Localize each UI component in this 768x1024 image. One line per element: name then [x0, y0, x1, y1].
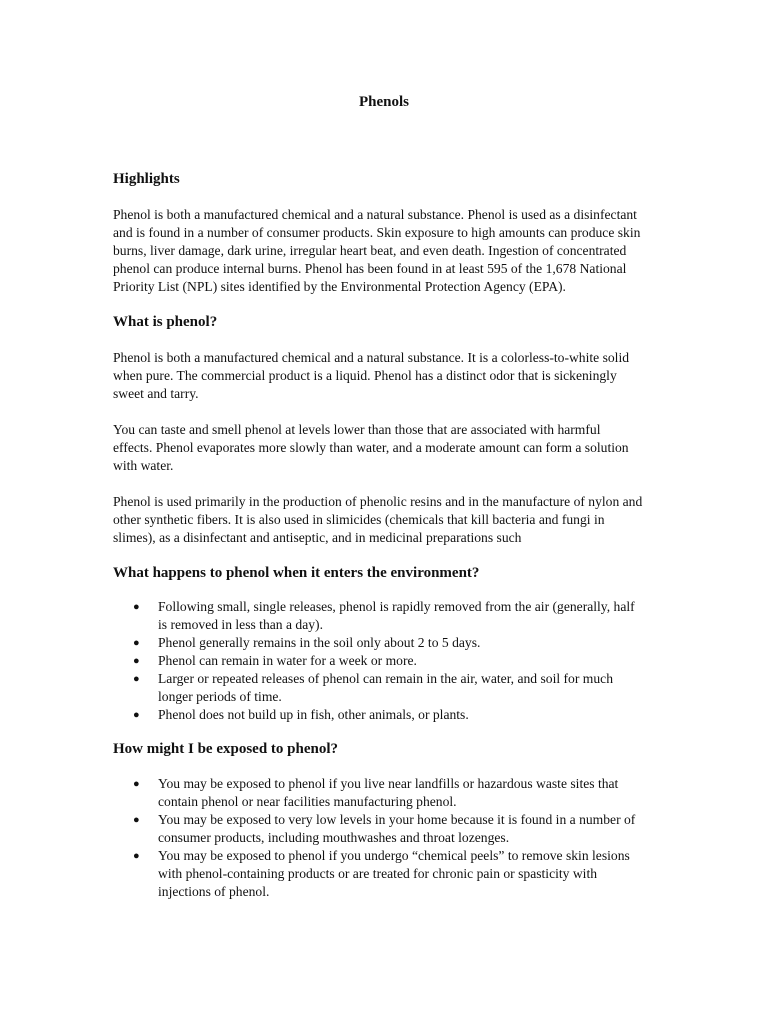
- list-item: [113, 652, 643, 670]
- list-item: [113, 706, 643, 724]
- list-item-text: You may be exposed to phenol if you live near landfills or hazardous waste sites that contain phenol or near facilities manufacturing phenol.: [158, 776, 619, 809]
- document-title: Phenols: [358, 94, 409, 110]
- heading-environment: What happens to phenol when it enters the environment?: [113, 565, 480, 581]
- list-item: [113, 634, 643, 652]
- list-item: [113, 670, 643, 706]
- list-item: [113, 811, 643, 847]
- list-item-text: You may be exposed to very low levels in your home because it is found in a number of consumer products, including mouthwashes and throat lozenges.: [158, 812, 636, 845]
- what-is-paragraph-2: You can taste and smell phenol at levels lower than those that are associated with harmful effects. Phenol evaporates more slowly than water, and a moderate amount can form a solution with water.: [113, 422, 629, 473]
- heading-exposure: How might I be exposed to phenol?: [113, 741, 339, 757]
- heading-what-is-phenol: What is phenol?: [113, 314, 218, 330]
- what-is-paragraph-3: Phenol is used primarily in the production of phenolic resins and in the manufacture of nylon and other synthetic fibers. It is also used in slimicides (chemicals that kill bacteria and fungi in slimes), as a disinfectant and antiseptic, and in medicinal preparations such: [113, 494, 643, 545]
- list-item-text: Following small, single releases, phenol is rapidly removed from the air (generally, half is removed in less than a day).: [158, 599, 635, 632]
- bullet-icon: ●: [133, 673, 140, 685]
- list-item-text: Phenol can remain in water for a week or more.: [158, 653, 417, 668]
- bullet-icon: ●: [133, 814, 140, 826]
- list-item-text: You may be exposed to phenol if you undergo “chemical peels” to remove skin lesions with phenol-containing products or are treated for chronic pain or spasticity with injections of phenol.: [158, 848, 630, 899]
- bullet-icon: ●: [133, 778, 140, 790]
- list-item: [113, 598, 643, 634]
- list-item-text: Phenol generally remains in the soil only about 2 to 5 days.: [158, 635, 481, 650]
- bullet-icon: ●: [133, 850, 140, 862]
- list-item-text: Larger or repeated releases of phenol can remain in the air, water, and soil for much longer periods of time.: [158, 671, 613, 704]
- list-item: [113, 775, 643, 811]
- list-item: [113, 847, 643, 901]
- what-is-paragraph-1: Phenol is both a manufactured chemical and a natural substance. It is a colorless-to-white solid when pure. The commercial product is a liquid. Phenol has a distinct odor that is sickeningly sweet and tarry.: [113, 350, 630, 401]
- bullet-icon: ●: [133, 601, 140, 613]
- exposure-list: [113, 775, 643, 901]
- list-item-text: Phenol does not build up in fish, other animals, or plants.: [158, 707, 469, 722]
- environment-list: [113, 598, 643, 724]
- bullet-icon: ●: [133, 637, 140, 649]
- heading-highlights: Highlights: [113, 171, 180, 187]
- highlights-paragraph: Phenol is both a manufactured chemical and a natural substance. Phenol is used as a disinfectant and is found in a number of consumer products. Skin exposure to high amounts can produce skin burns, liver damage, dark urine, irregular heart beat, and even death. Ingestion of concentrated phenol can produce internal burns. Phenol has been found in at least 595 of the 1,678 National Priority List (NPL) sites identified by the Environmental Protection Agency (EPA).: [113, 207, 641, 294]
- document-body: [113, 170, 643, 901]
- bullet-icon: ●: [133, 709, 140, 721]
- bullet-icon: ●: [133, 655, 140, 667]
